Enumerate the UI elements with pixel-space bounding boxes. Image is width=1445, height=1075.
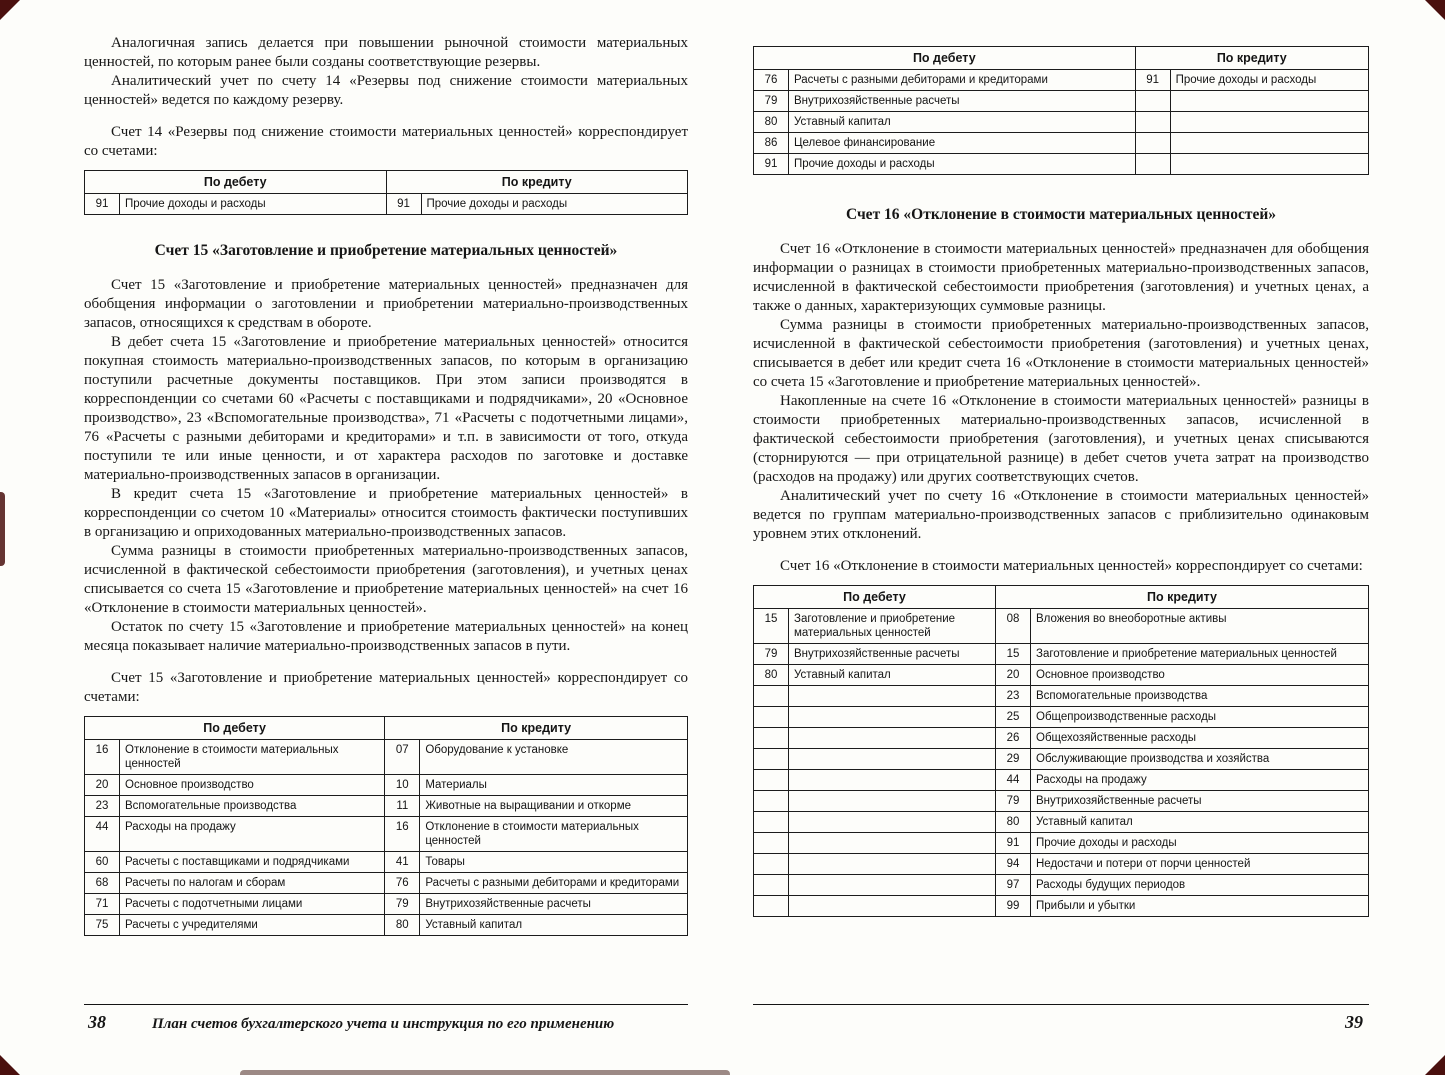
account-name: Уставный капитал <box>420 915 688 936</box>
table-row <box>754 686 1369 707</box>
table-row <box>754 875 1369 896</box>
table-header-row <box>754 47 1369 70</box>
account-name: Расчеты с разными дебиторами и кредиторами <box>789 70 1136 91</box>
paragraph: Сумма разницы в стоимости приобретенных материально-производственных запасов, исчисленной в фактической себестоимости приобретения (заготовления), и учетных ценах списывается со счета 15 «Заготовление и приобретение материальных ценностей» на счет 16 «Отклонение в стоимости материальных ценностей». <box>84 543 688 616</box>
account-name: Уставный капитал <box>789 665 996 686</box>
account-number: 11 <box>385 796 420 817</box>
account-name <box>789 707 996 728</box>
account-number <box>754 896 789 917</box>
account-name <box>1170 91 1368 112</box>
account-name <box>789 833 996 854</box>
section-heading-account-15: Счет 15 «Заготовление и приобретение материальных ценностей» <box>154 242 618 259</box>
column-header: По кредиту <box>1135 47 1368 70</box>
account-name: Товары <box>420 852 688 873</box>
account-name: Заготовление и приобретение материальных ценностей <box>1031 644 1369 665</box>
table-header-row <box>754 586 1369 609</box>
table-row <box>754 833 1369 854</box>
page-39 <box>753 0 1369 1075</box>
account-number: 20 <box>85 775 120 796</box>
table-row <box>754 665 1369 686</box>
account-name <box>789 854 996 875</box>
account-name: Оборудование к установке <box>420 740 688 775</box>
table-row <box>754 609 1369 644</box>
account-number: 79 <box>754 644 789 665</box>
table-row <box>85 852 688 873</box>
table-row <box>754 770 1369 791</box>
account-name: Основное производство <box>120 775 385 796</box>
account-number: 23 <box>85 796 120 817</box>
account-number: 60 <box>85 852 120 873</box>
table-row <box>85 796 688 817</box>
scan-edge-artifact <box>0 492 5 566</box>
account-number: 79 <box>996 791 1031 812</box>
table-row <box>754 154 1369 175</box>
table-row <box>754 91 1369 112</box>
column-header: По дебету <box>754 586 996 609</box>
account-name <box>789 791 996 812</box>
column-header: По дебету <box>85 717 385 740</box>
correspondence-table-account-15-continued <box>753 46 1369 175</box>
account-name: Отклонение в стоимости материальных ценностей <box>120 740 385 775</box>
account-name <box>789 749 996 770</box>
account-number: 80 <box>754 665 789 686</box>
account-number <box>754 728 789 749</box>
paragraph: В дебет счета 15 «Заготовление и приобретение материальных ценностей» относится покупная стоимость материально-производственных запасов, по которым в организацию поступили расчетные документы поставщиков. При этом записи производятся в корреспонденции со счетами 60 «Расчеты с поставщиками и подрядчиками», 20 «Основное производство», 23 «Вспомогательные производства», 71 «Расчеты с подотчетными лицами», 76 «Расчеты с разными дебиторами и кредиторами» и т.п. в зависимости от того, откуда поступили те или иные ценности, и от характера расходов по заготовке и доставке материально-производственных запасов в организации. <box>84 334 688 483</box>
account-name: Прочие доходы и расходы <box>120 194 387 215</box>
account-name: Целевое финансирование <box>789 133 1136 154</box>
account-number: 86 <box>754 133 789 154</box>
paragraph: Аналитический учет по счету 14 «Резервы под снижение стоимости материальных ценностей» ведется по каждому резерву. <box>84 73 688 108</box>
account-number: 15 <box>996 644 1031 665</box>
table-row <box>85 915 688 936</box>
table-row <box>754 112 1369 133</box>
account-number: 75 <box>85 915 120 936</box>
account-name: Прибыли и убытки <box>1031 896 1369 917</box>
account-number <box>1135 112 1170 133</box>
account-number: 79 <box>385 894 420 915</box>
table-row <box>754 70 1369 91</box>
account-number: 44 <box>85 817 120 852</box>
table-header-row <box>85 171 688 194</box>
account-number: 91 <box>754 154 789 175</box>
account-name: Расчеты с разными дебиторами и кредиторами <box>420 873 688 894</box>
account-name: Уставный капитал <box>1031 812 1369 833</box>
account-number: 16 <box>385 817 420 852</box>
account-number <box>754 686 789 707</box>
table-row <box>754 896 1369 917</box>
table-row <box>754 812 1369 833</box>
account-name <box>789 875 996 896</box>
account-number: 80 <box>996 812 1031 833</box>
account-number: 71 <box>85 894 120 915</box>
account-number: 08 <box>996 609 1031 644</box>
account-number: 76 <box>754 70 789 91</box>
page-footer <box>84 1004 688 1033</box>
account-number <box>754 833 789 854</box>
running-title: План счетов бухгалтерского учета и инструкция по его применению <box>152 1016 615 1032</box>
account-name: Уставный капитал <box>789 112 1136 133</box>
account-name: Внутрихозяйственные расчеты <box>789 91 1136 112</box>
account-name: Прочие доходы и расходы <box>789 154 1136 175</box>
paragraph: Остаток по счету 15 «Заготовление и приобретение материальных ценностей» на конец месяца показывает наличие материально-производственных запасов в пути. <box>84 619 688 654</box>
account-number <box>1135 133 1170 154</box>
account-name: Обслуживающие производства и хозяйства <box>1031 749 1369 770</box>
paragraph: Сумма разницы в стоимости приобретенных материально-производственных запасов, исчисленной в фактической себестоимости приобретения (заготовления) и учетных ценах, списывается в дебет или кредит счета 16 «Отклонение в стоимости материальных ценностей» со счета 15 «Заготовление и приобретение материальных ценностей». <box>753 317 1369 390</box>
table-row <box>85 894 688 915</box>
column-header: По кредиту <box>386 171 688 194</box>
account-number: 99 <box>996 896 1031 917</box>
account-number <box>754 812 789 833</box>
account-name <box>789 770 996 791</box>
account-name <box>1170 154 1368 175</box>
account-name <box>789 896 996 917</box>
paragraph: В кредит счета 15 «Заготовление и приобретение материальных ценностей» в корреспонденции со счетом 10 «Материалы» относится стоимость фактически поступивших в организацию и оприходованных материально-производственных запасов. <box>84 486 688 540</box>
table-row <box>85 873 688 894</box>
table-row <box>85 775 688 796</box>
page-number: 39 <box>1345 1012 1363 1032</box>
paragraph: Счет 16 «Отклонение в стоимости материальных ценностей» корреспондирует со счетами: <box>780 558 1363 574</box>
account-name <box>789 728 996 749</box>
account-number: 44 <box>996 770 1031 791</box>
account-number: 80 <box>385 915 420 936</box>
column-header: По кредиту <box>385 717 688 740</box>
correspondence-table-account-14 <box>84 170 688 215</box>
account-number <box>754 749 789 770</box>
account-name <box>1170 133 1368 154</box>
paragraph: Аналогичная запись делается при повышении рыночной стоимости материальных ценностей, по которым ранее были созданы соответствующие резервы. <box>84 35 688 70</box>
account-name: Расходы на продажу <box>120 817 385 852</box>
account-name: Общепроизводственные расходы <box>1031 707 1369 728</box>
account-name: Материалы <box>420 775 688 796</box>
account-number: 79 <box>754 91 789 112</box>
account-name: Расчеты с поставщиками и подрядчиками <box>120 852 385 873</box>
account-number: 07 <box>385 740 420 775</box>
column-header: По кредиту <box>996 586 1369 609</box>
scan-corner-artifact <box>1425 0 1445 20</box>
table-row <box>754 728 1369 749</box>
account-name <box>1170 112 1368 133</box>
account-number <box>1135 154 1170 175</box>
account-number: 29 <box>996 749 1031 770</box>
table-row <box>754 707 1369 728</box>
account-number <box>754 875 789 896</box>
account-name <box>789 812 996 833</box>
account-name: Основное производство <box>1031 665 1369 686</box>
account-name: Внутрихозяйственные расчеты <box>789 644 996 665</box>
table-header-row <box>85 717 688 740</box>
account-number: 10 <box>385 775 420 796</box>
account-name: Заготовление и приобретение материальных ценностей <box>789 609 996 644</box>
account-name: Вспомогательные производства <box>1031 686 1369 707</box>
account-name: Расходы будущих периодов <box>1031 875 1369 896</box>
account-number: 91 <box>85 194 120 215</box>
account-name: Внутрихозяйственные расчеты <box>420 894 688 915</box>
paragraph: Аналитический учет по счету 16 «Отклонение в стоимости материальных ценностей» ведется по группам материально-производственных запасов с приблизительно одинаковым уровнем этих отклонений. <box>753 488 1369 542</box>
account-number: 16 <box>85 740 120 775</box>
account-number: 68 <box>85 873 120 894</box>
column-header: По дебету <box>85 171 387 194</box>
account-number: 94 <box>996 854 1031 875</box>
page-footer <box>753 1004 1369 1033</box>
account-number: 20 <box>996 665 1031 686</box>
table-row <box>85 817 688 852</box>
account-name: Прочие доходы и расходы <box>1170 70 1368 91</box>
account-name: Прочие доходы и расходы <box>1031 833 1369 854</box>
scan-corner-artifact <box>0 0 20 20</box>
account-name: Вспомогательные производства <box>120 796 385 817</box>
account-name: Внутрихозяйственные расчеты <box>1031 791 1369 812</box>
account-number <box>754 707 789 728</box>
account-number: 91 <box>996 833 1031 854</box>
account-name: Недостачи и потери от порчи ценностей <box>1031 854 1369 875</box>
section-heading-account-16: Счет 16 «Отклонение в стоимости материальных ценностей» <box>845 206 1277 223</box>
account-number: 15 <box>754 609 789 644</box>
paragraph: Счет 15 «Заготовление и приобретение материальных ценностей» предназначен для обобщения информации о заготовлении и приобретении материально-производственных запасов, относящихся к средствам в обороте. <box>84 277 688 331</box>
account-number <box>754 854 789 875</box>
table-row <box>85 740 688 775</box>
account-number: 23 <box>996 686 1031 707</box>
account-number <box>754 791 789 812</box>
account-number: 97 <box>996 875 1031 896</box>
account-name: Расчеты с учредителями <box>120 915 385 936</box>
account-number <box>1135 91 1170 112</box>
correspondence-table-account-16 <box>753 585 1369 917</box>
account-name: Вложения во внеоборотные активы <box>1031 609 1369 644</box>
paragraph: Счет 15 «Заготовление и приобретение материальных ценностей» корреспондирует со счетами: <box>84 670 688 705</box>
table-row <box>85 194 688 215</box>
table-row <box>754 854 1369 875</box>
table-row <box>754 791 1369 812</box>
account-number: 91 <box>1135 70 1170 91</box>
account-name: Расчеты по налогам и сборам <box>120 873 385 894</box>
scan-corner-artifact <box>0 1055 20 1075</box>
account-name: Животные на выращивании и откорме <box>420 796 688 817</box>
account-name <box>789 686 996 707</box>
account-number: 76 <box>385 873 420 894</box>
paragraph: Накопленные на счете 16 «Отклонение в стоимости материальных ценностей» разницы в стоимости приобретенных материально-производственных запасов, исчисленной в фактической себестоимости приобретения (заготовления), и учетных ценах списываются (сторнируются — при отрицательной разнице) в дебет счетов учета затрат на производство (расходов на продажу) или других соответствующих счетов. <box>753 393 1369 485</box>
account-name: Прочие доходы и расходы <box>421 194 688 215</box>
account-name: Общехозяйственные расходы <box>1031 728 1369 749</box>
account-name: Расчеты с подотчетными лицами <box>120 894 385 915</box>
account-number: 91 <box>386 194 421 215</box>
account-number: 41 <box>385 852 420 873</box>
column-header: По дебету <box>754 47 1136 70</box>
correspondence-table-account-15 <box>84 716 688 936</box>
page-38 <box>84 0 688 1075</box>
scan-corner-artifact <box>1425 1055 1445 1075</box>
account-number: 80 <box>754 112 789 133</box>
table-row <box>754 133 1369 154</box>
table-row <box>754 644 1369 665</box>
account-number <box>754 770 789 791</box>
account-name: Расходы на продажу <box>1031 770 1369 791</box>
account-number: 26 <box>996 728 1031 749</box>
table-row <box>754 749 1369 770</box>
account-name: Отклонение в стоимости материальных ценностей <box>420 817 688 852</box>
page-number: 38 <box>88 1012 106 1032</box>
paragraph: Счет 16 «Отклонение в стоимости материальных ценностей» предназначен для обобщения информации о разницах в стоимости приобретенных материально-производственных запасов, исчисленной в фактической себестоимости приобретения (заготовления) и учетных ценах, а также о данных, характеризующих суммовые разницы. <box>753 241 1369 314</box>
paragraph: Счет 14 «Резервы под снижение стоимости материальных ценностей» корреспондирует со счетами: <box>84 124 688 159</box>
account-number: 25 <box>996 707 1031 728</box>
